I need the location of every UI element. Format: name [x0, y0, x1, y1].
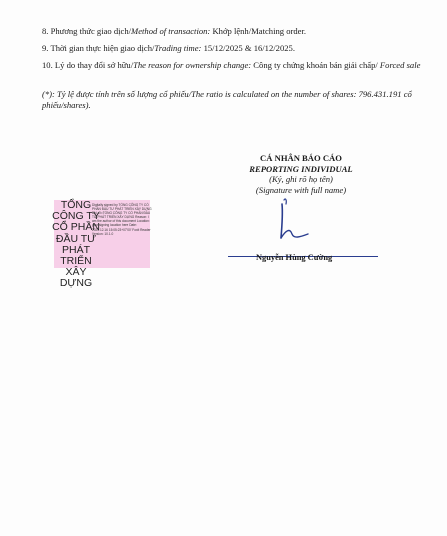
item-10-prefix: 10. Lý do thay đổi sở hữu/: [42, 60, 134, 70]
item-9-en: Trading time:: [154, 43, 202, 53]
item-9-value: 15/12/2025 & 16/12/2025.: [201, 43, 296, 53]
item-10-value: Công ty chứng khoán bán giải chấp/: [251, 60, 380, 70]
item-8-prefix: 8. Phương thức giao dịch/: [42, 26, 132, 36]
handwritten-signature: [270, 190, 330, 250]
item-9-prefix: 9. Thời gian thực hiện giao dịch/: [42, 43, 155, 53]
ratio-note: (*): Tỷ lệ được tính trên số lượng cổ phiếu/The ratio is calculated on the number of shares: 796.431.191 cổ phiếu/shares).: [42, 89, 412, 110]
stamp-line: CÔNG TY: [52, 210, 100, 223]
stamp-line: XÂY DỰNG: [59, 266, 93, 290]
sign-hint-en: (Signature with full name): [255, 184, 347, 195]
item-8: [42, 26, 306, 37]
reporting-title: CÁ NHÂN BÁO CÁO: [260, 153, 342, 163]
item-10-en: The reason for ownership change:: [133, 60, 252, 70]
reporting-title-en: REPORTING INDIVIDUAL: [249, 163, 353, 174]
signer-name: Nguyễn Hùng Cường: [256, 253, 333, 262]
sign-hint-vi: (Ký, ghi rõ họ tên): [269, 174, 333, 184]
stamp-line: TỔNG: [60, 199, 92, 211]
item-8-en: Method of transaction:: [131, 26, 211, 36]
item-8-value: Khớp lệnh/Matching order.: [210, 26, 307, 36]
item-9: [42, 43, 295, 54]
stamp-line: CỔ PHẦN: [52, 221, 100, 234]
item-10: [42, 60, 422, 71]
digital-signature-details: Digitally signed by TỔNG CÔNG TY CỔ PHẦN ĐẦU TƯ PHÁT TRIỂN XÂY DỰNG DN: O=TỔNG CÔNG TY CỔ PHẦN ĐẦU TƯ PHÁT TRIỂN XÂY DỰNG Reason: I am the author of this document Location: your signing location here Date: 2025.12.16 15:05:23+07'00' Foxit Reader Version: 10.1.0: [92, 203, 152, 236]
item-10-en2: Forced sale: [379, 60, 421, 70]
stamp-line: ĐẦU TƯ: [55, 232, 97, 245]
stamp-line: PHÁT TRIỂN: [60, 243, 92, 268]
reporting-individual-block: [226, 153, 376, 195]
